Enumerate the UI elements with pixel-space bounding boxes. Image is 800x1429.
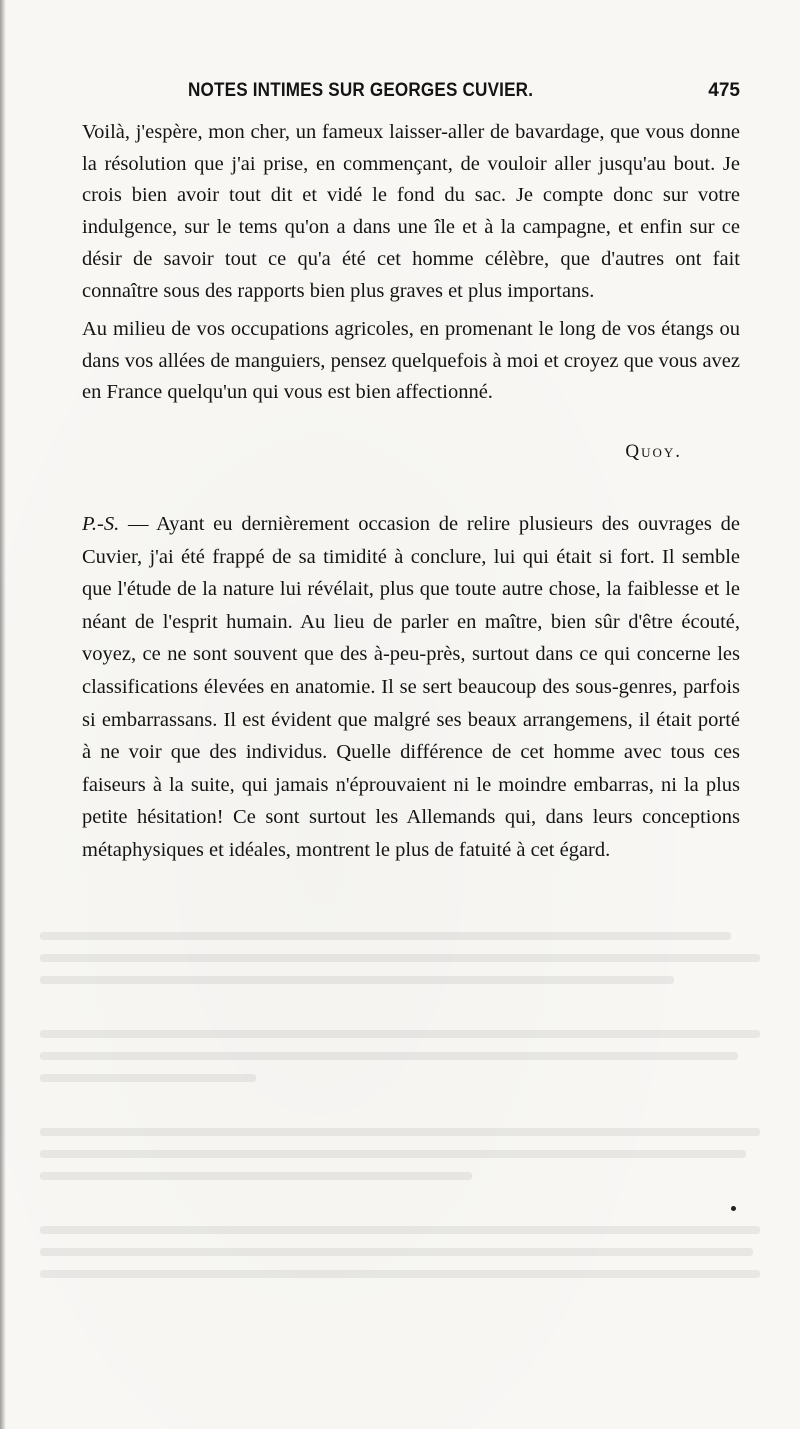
page-edge-shadow (0, 0, 6, 1429)
ink-dot (731, 1206, 736, 1211)
page-number: 475 (708, 80, 740, 101)
letter-paragraph-2 (82, 314, 740, 409)
paragraph-text: Au milieu de vos occupations agricoles, en promenant le long de vos étangs ou dans vos allées de manguiers, pensez quelquefois à moi et croyez que vous avez en France quelqu'un qui vous est bien affectionné. (82, 318, 740, 404)
postscript-label: P.-S. (82, 513, 120, 535)
paragraph-text: Voilà, j'espère, mon cher, un fameux laisser-aller de bavardage, que vous donne la résolution que j'ai prise, en commençant, de vouloir aller jusqu'au bout. Je crois bien avoir tout dit et vidé le fond du sac. Je compte donc sur votre indulgence, sur le tems qu'on a dans une île et à la campagne, et enfin sur ce désir de savoir tout ce qu'a été cet homme célèbre, que d'autres ont fait connaître sous des rapports bien plus graves et plus importans. (82, 121, 740, 302)
signature: Quoy. (625, 441, 682, 462)
postscript-paragraph (82, 508, 740, 867)
bleed-through-shadow (40, 920, 760, 1380)
postscript-body (82, 508, 740, 867)
running-title: NOTES INTIMES SUR GEORGES CUVIER. (188, 80, 534, 101)
postscript-text: — Ayant eu dernièrement occasion de relire plusieurs des ouvrages de Cuvier, j'ai été frappé de sa timidité à conclure, lui qui était si fort. Il semble que l'étude de la nature lui révélait, plus que toute autre chose, la faiblesse et le néant de l'esprit humain. Au lieu de parler en maître, bien sûr d'être écouté, voyez, ce ne sont souvent que des à-peu-près, surtout dans ce qui concerne les classifications élevées en anatomie. Il se sert beaucoup des sous-genres, parfois si embarrassans. Il est évident que malgré ses beaux arrangemens, il était porté à ne voir que des individus. Quelle différence de cet homme avec tous ces faiseurs à la suite, qui jamais n'éprouvaient ni le moindre embarras, ni la plus petite hésitation! Ce sont surtout les Allemands qui, dans leurs conceptions métaphysiques et idéales, montrent le plus de fatuité à cet égard. (82, 513, 740, 861)
letter-paragraph-1 (82, 117, 740, 307)
page-header (80, 80, 740, 110)
